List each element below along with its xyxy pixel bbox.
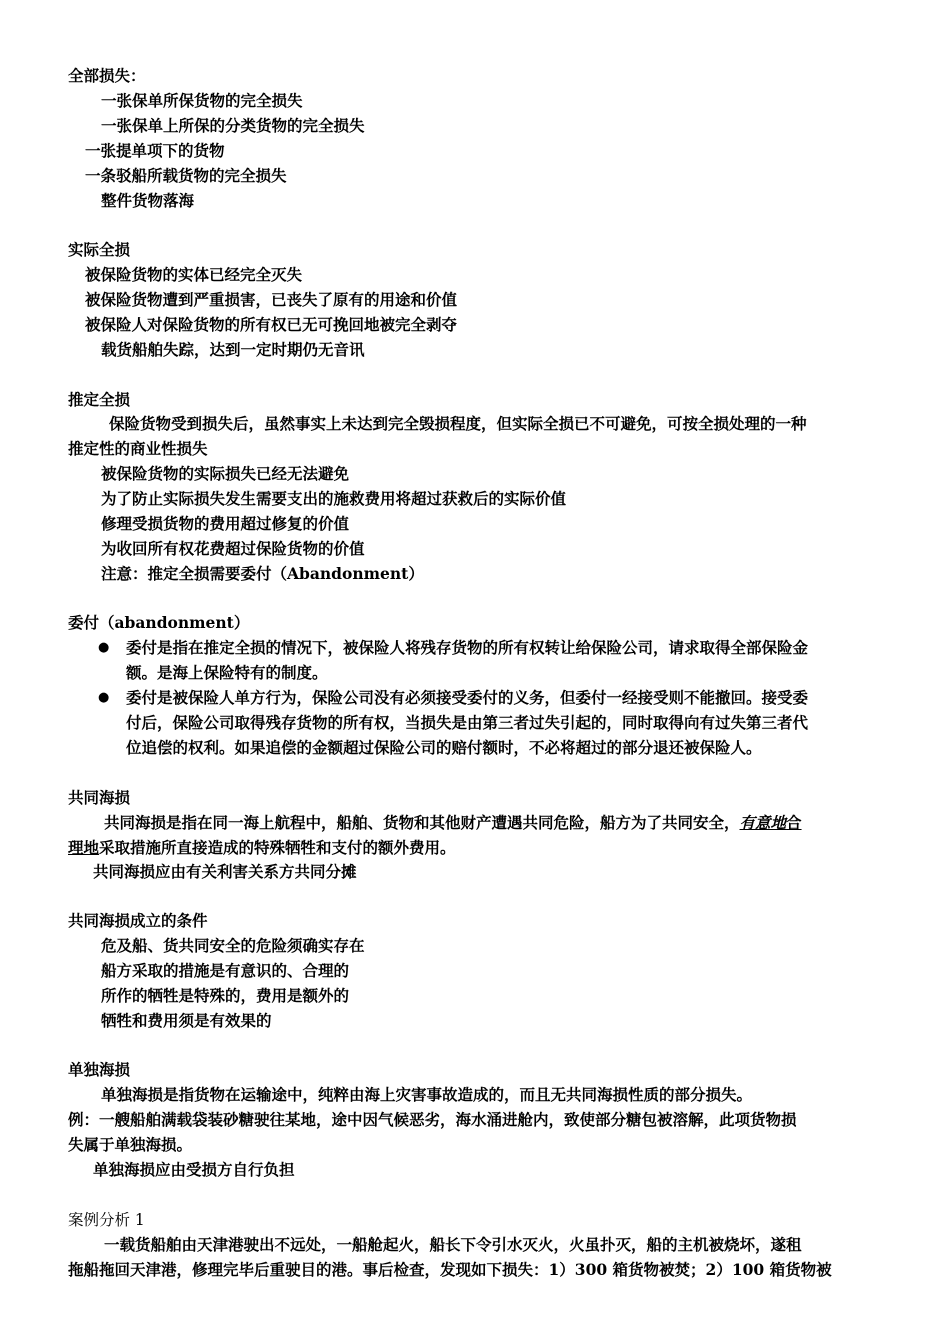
- bullet-icon: ●: [98, 690, 110, 705]
- paragraph-line: 拖船拖回天津港，修理完毕后重驶目的港。事后检查，发现如下损失：1）300 箱货物被焚；2）100 箱货物被: [68, 1260, 832, 1279]
- heading-abandonment: 委付（abandonment）: [68, 613, 250, 632]
- list-item: 牺牲和费用须是有效果的: [101, 1011, 272, 1030]
- list-item: 危及船、货共同安全的危险须确实存在: [101, 936, 365, 955]
- note-text: 注意：推定全损需要委付（Abandonment）: [101, 564, 424, 583]
- paragraph-text: 共同海损是指在同一海上航程中，船舶、货物和其他财产遭遇共同危险，船方为了共同安全，: [104, 813, 740, 832]
- bullet-text-line: 付后，保险公司取得残存货物的所有权，当损失是由第三者过失引起的，同时取得向有过失第三者代: [126, 713, 809, 732]
- paragraph-line: 推定性的商业性损失: [68, 439, 208, 458]
- list-item: 一张提单项下的货物: [85, 141, 225, 160]
- paragraph-line: [68, 838, 456, 858]
- emphasis-text: 有意地: [739, 813, 787, 832]
- underlined-text: 理地: [68, 838, 100, 857]
- list-item: 船方采取的措施是有意识的、合理的: [101, 961, 350, 980]
- list-item: 被保险货物的实际损失已经无法避免: [101, 464, 350, 483]
- heading-actual-total-loss: 实际全损: [68, 240, 131, 259]
- note-text: 共同海损应由有关利害关系方共同分摊: [93, 862, 357, 881]
- heading-constructive-total-loss: 推定全损: [68, 390, 131, 409]
- paragraph-line: 一载货船舶由天津港驶出不远处，一船舱起火，船长下令引水灭火，火虽扑灭，船的主机被烧坏，遂租: [104, 1235, 802, 1254]
- heading-general-average: 共同海损: [68, 788, 131, 807]
- list-item: 一条驳船所载货物的完全损失: [85, 166, 287, 185]
- paragraph-text: 采取措施所直接造成的特殊牺牲和支付的额外费用。: [99, 838, 456, 857]
- list-item: 载货船舶失踪，达到一定时期仍无音讯: [101, 340, 365, 359]
- paragraph-line: 保险货物受到损失后，虽然事实上未达到完全毁损程度，但实际全损已不可避免，可按全损处理的一种: [109, 414, 807, 433]
- bullet-text-line: 位追偿的权利。如果追偿的金额超过保险公司的赔付额时，不必将超过的部分退还被保险人。: [126, 738, 762, 757]
- list-item: 一张保单上所保的分类货物的完全损失: [101, 116, 365, 135]
- example-line: 例：一艘船舶满载袋装砂糖驶往某地，途中因气候恶劣，海水涌进舱内，致使部分糖包被溶解，此项货物损: [68, 1110, 797, 1129]
- underlined-text: 合: [786, 813, 802, 832]
- bullet-text-line: 额。是海上保险特有的制度。: [126, 663, 328, 682]
- heading-case-analysis: 案例分析 1: [68, 1211, 145, 1229]
- list-item: 为了防止实际损失发生需要支出的施救费用将超过获救后的实际价值: [101, 489, 567, 508]
- list-item: 为收回所有权花费超过保险货物的价值: [101, 539, 365, 558]
- heading-particular-average: 单独海损: [68, 1060, 131, 1079]
- list-item: 所作的牺牲是特殊的，费用是额外的: [101, 986, 350, 1005]
- paragraph-line: 单独海损是指货物在运输途中，纯粹由海上灾害事故造成的，而且无共同海损性质的部分损失。: [101, 1085, 753, 1104]
- list-item: 被保险货物的实体已经完全灭失: [85, 265, 303, 284]
- bullet-text-line: 委付是指在推定全损的情况下，被保险人将残存货物的所有权转让给保险公司，请求取得全部保险金: [126, 638, 809, 657]
- bullet-text-line: 委付是被保险人单方行为，保险公司没有必须接受委付的义务，但委付一经接受则不能撤回。接受委: [126, 688, 809, 707]
- bullet-icon: ●: [98, 640, 110, 655]
- paragraph-line: [104, 813, 802, 833]
- example-line: 失属于单独海损。: [68, 1135, 193, 1154]
- list-item: 被保险人对保险货物的所有权已无可挽回地被完全剥夺: [85, 315, 458, 334]
- note-text: 单独海损应由受损方自行负担: [93, 1160, 295, 1179]
- heading-ga-conditions: 共同海损成立的条件: [68, 911, 208, 930]
- list-item: 一张保单所保货物的完全损失: [101, 91, 303, 110]
- list-item: 被保险货物遭到严重损害，已丧失了原有的用途和价值: [85, 290, 458, 309]
- list-item: 整件货物落海: [101, 191, 195, 210]
- heading-total-loss: 全部损失：: [68, 66, 146, 85]
- list-item: 修理受损货物的费用超过修复的价值: [101, 514, 350, 533]
